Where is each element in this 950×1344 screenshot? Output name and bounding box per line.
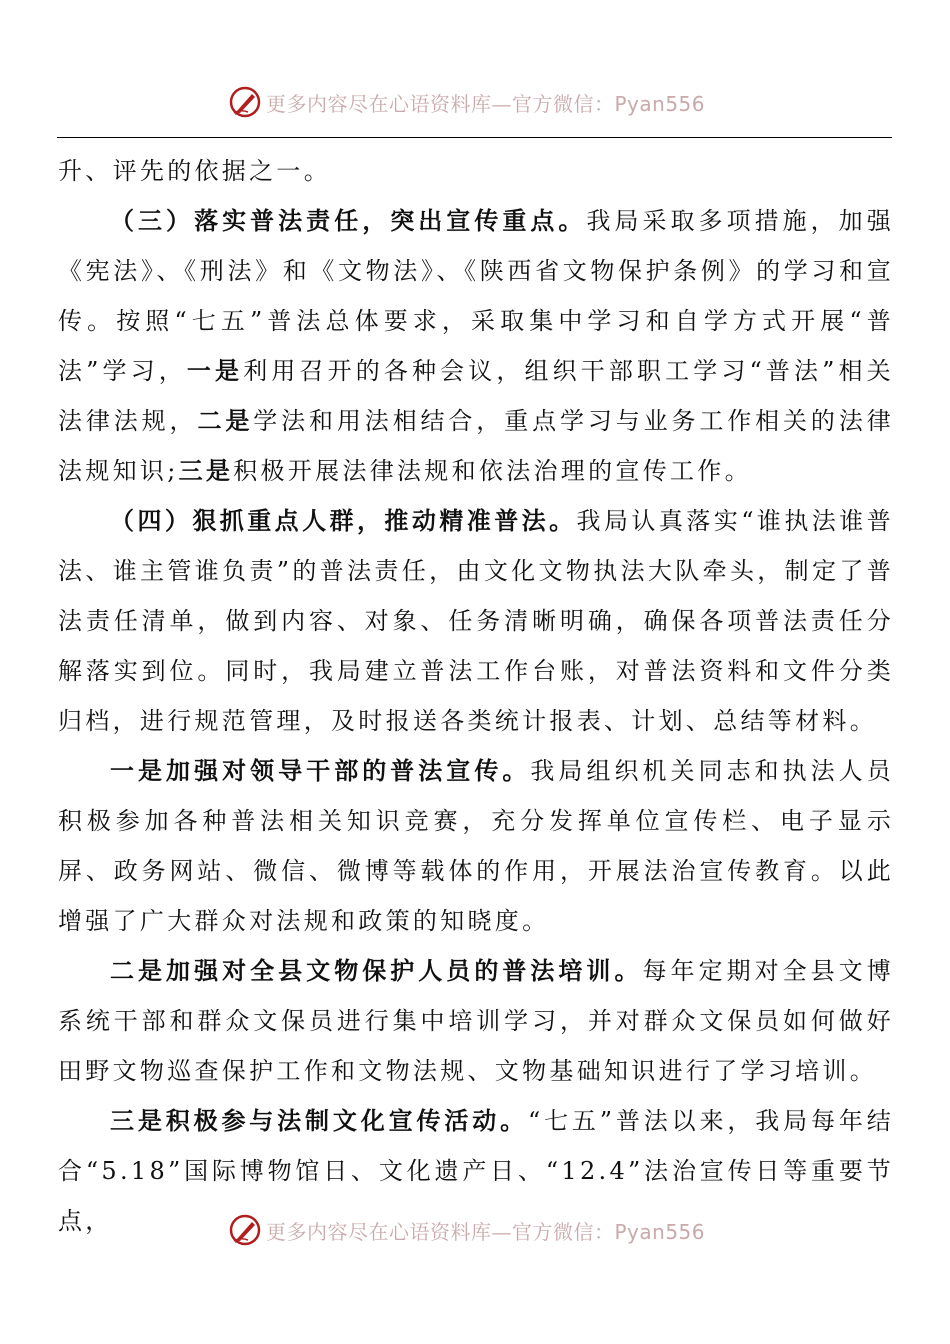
text-run: 我局采取多项措施，加强《宪法》、《刑法》和《文物法》、《陕西省文物保护条例》的学习和宣传。按照“七五”普法总体要求，采取集中学习和自学方式开展“普法”学习， <box>58 207 894 385</box>
watermark-text: 更多内容尽在心语资料库—官方微信：Pyan556 <box>266 91 706 116</box>
paragraph <box>58 946 894 1096</box>
bold-run: 一是加强对领导干部的普法宣传。 <box>110 756 531 785</box>
bold-run: 三是 <box>178 456 234 485</box>
text-run: 积极开展法律法规和依法治理的宣传工作。 <box>233 457 752 485</box>
bold-run: 三是积极参与法制文化宣传活动。 <box>110 1106 528 1135</box>
bold-run: （四）狠抓重点人群，推动精准普法。 <box>110 506 577 535</box>
bold-run: （三）落实普法责任，突出宣传重点。 <box>110 206 587 235</box>
watermark-group <box>228 1210 705 1250</box>
text-run: 我局认真落实“谁执法谁普法、谁主管谁负责”的普法责任，由文化文物执法大队牵头，制定了普法责任清单，做到内容、对象、任务清晰明确，确保各项普法责任分解落实到位。同时，我局建立普法工作台账，对普法资料和文件分类归档，进行规范管理，及时报送各类统计报表、计划、总结等材料。 <box>58 507 894 735</box>
header-rule <box>57 137 892 138</box>
watermark-group <box>228 82 705 122</box>
paragraph <box>58 146 894 196</box>
text-run: 升、评先的依据之一。 <box>58 157 331 185</box>
watermark-text: 更多内容尽在心语资料库—官方微信：Pyan556 <box>266 1219 706 1244</box>
text-run: “七五”普法以来，我局每年结合“5.18”国际博物馆日、文化遗产日、“12.4”法治宣传日等重要节点， <box>58 1107 894 1235</box>
watermark-id: Pyan556 <box>614 91 706 116</box>
paragraph <box>58 196 894 496</box>
pen-circle-logo-icon <box>228 1213 262 1247</box>
watermark-banner-top <box>0 82 950 122</box>
paragraph <box>58 746 894 946</box>
paragraph <box>58 496 894 746</box>
text-run: 每年定期对全县文博系统干部和群众文保员进行集中培训学习，并对群众文保员如何做好田野文物巡查保护工作和文物法规、文物基础知识进行了学习培训。 <box>58 957 895 1085</box>
document-body <box>58 146 894 1246</box>
text-run: 我局组织机关同志和执法人员积极参加各种普法相关知识竞赛，充分发挥单位宣传栏、电子显示屏、政务网站、微信、微博等载体的作用，开展法治宣传教育。以此增强了广大群众对法规和政策的知晓度。 <box>58 757 894 935</box>
text-run: 学法和用法相结合，重点学习与业务工作相关的法律法规知识; <box>58 407 895 485</box>
watermark-banner-bottom <box>0 1210 950 1250</box>
bold-run: 二是 <box>197 406 254 435</box>
watermark-id: Pyan556 <box>614 1219 706 1244</box>
text-run: 利用召开的各种会议，组织干部职工学习“普法”相关法律法规， <box>58 357 894 435</box>
bold-run: 二是加强对全县文物保护人员的普法培训。 <box>110 956 643 985</box>
bold-run: 一是 <box>186 356 244 385</box>
pen-circle-logo-icon <box>228 85 262 119</box>
